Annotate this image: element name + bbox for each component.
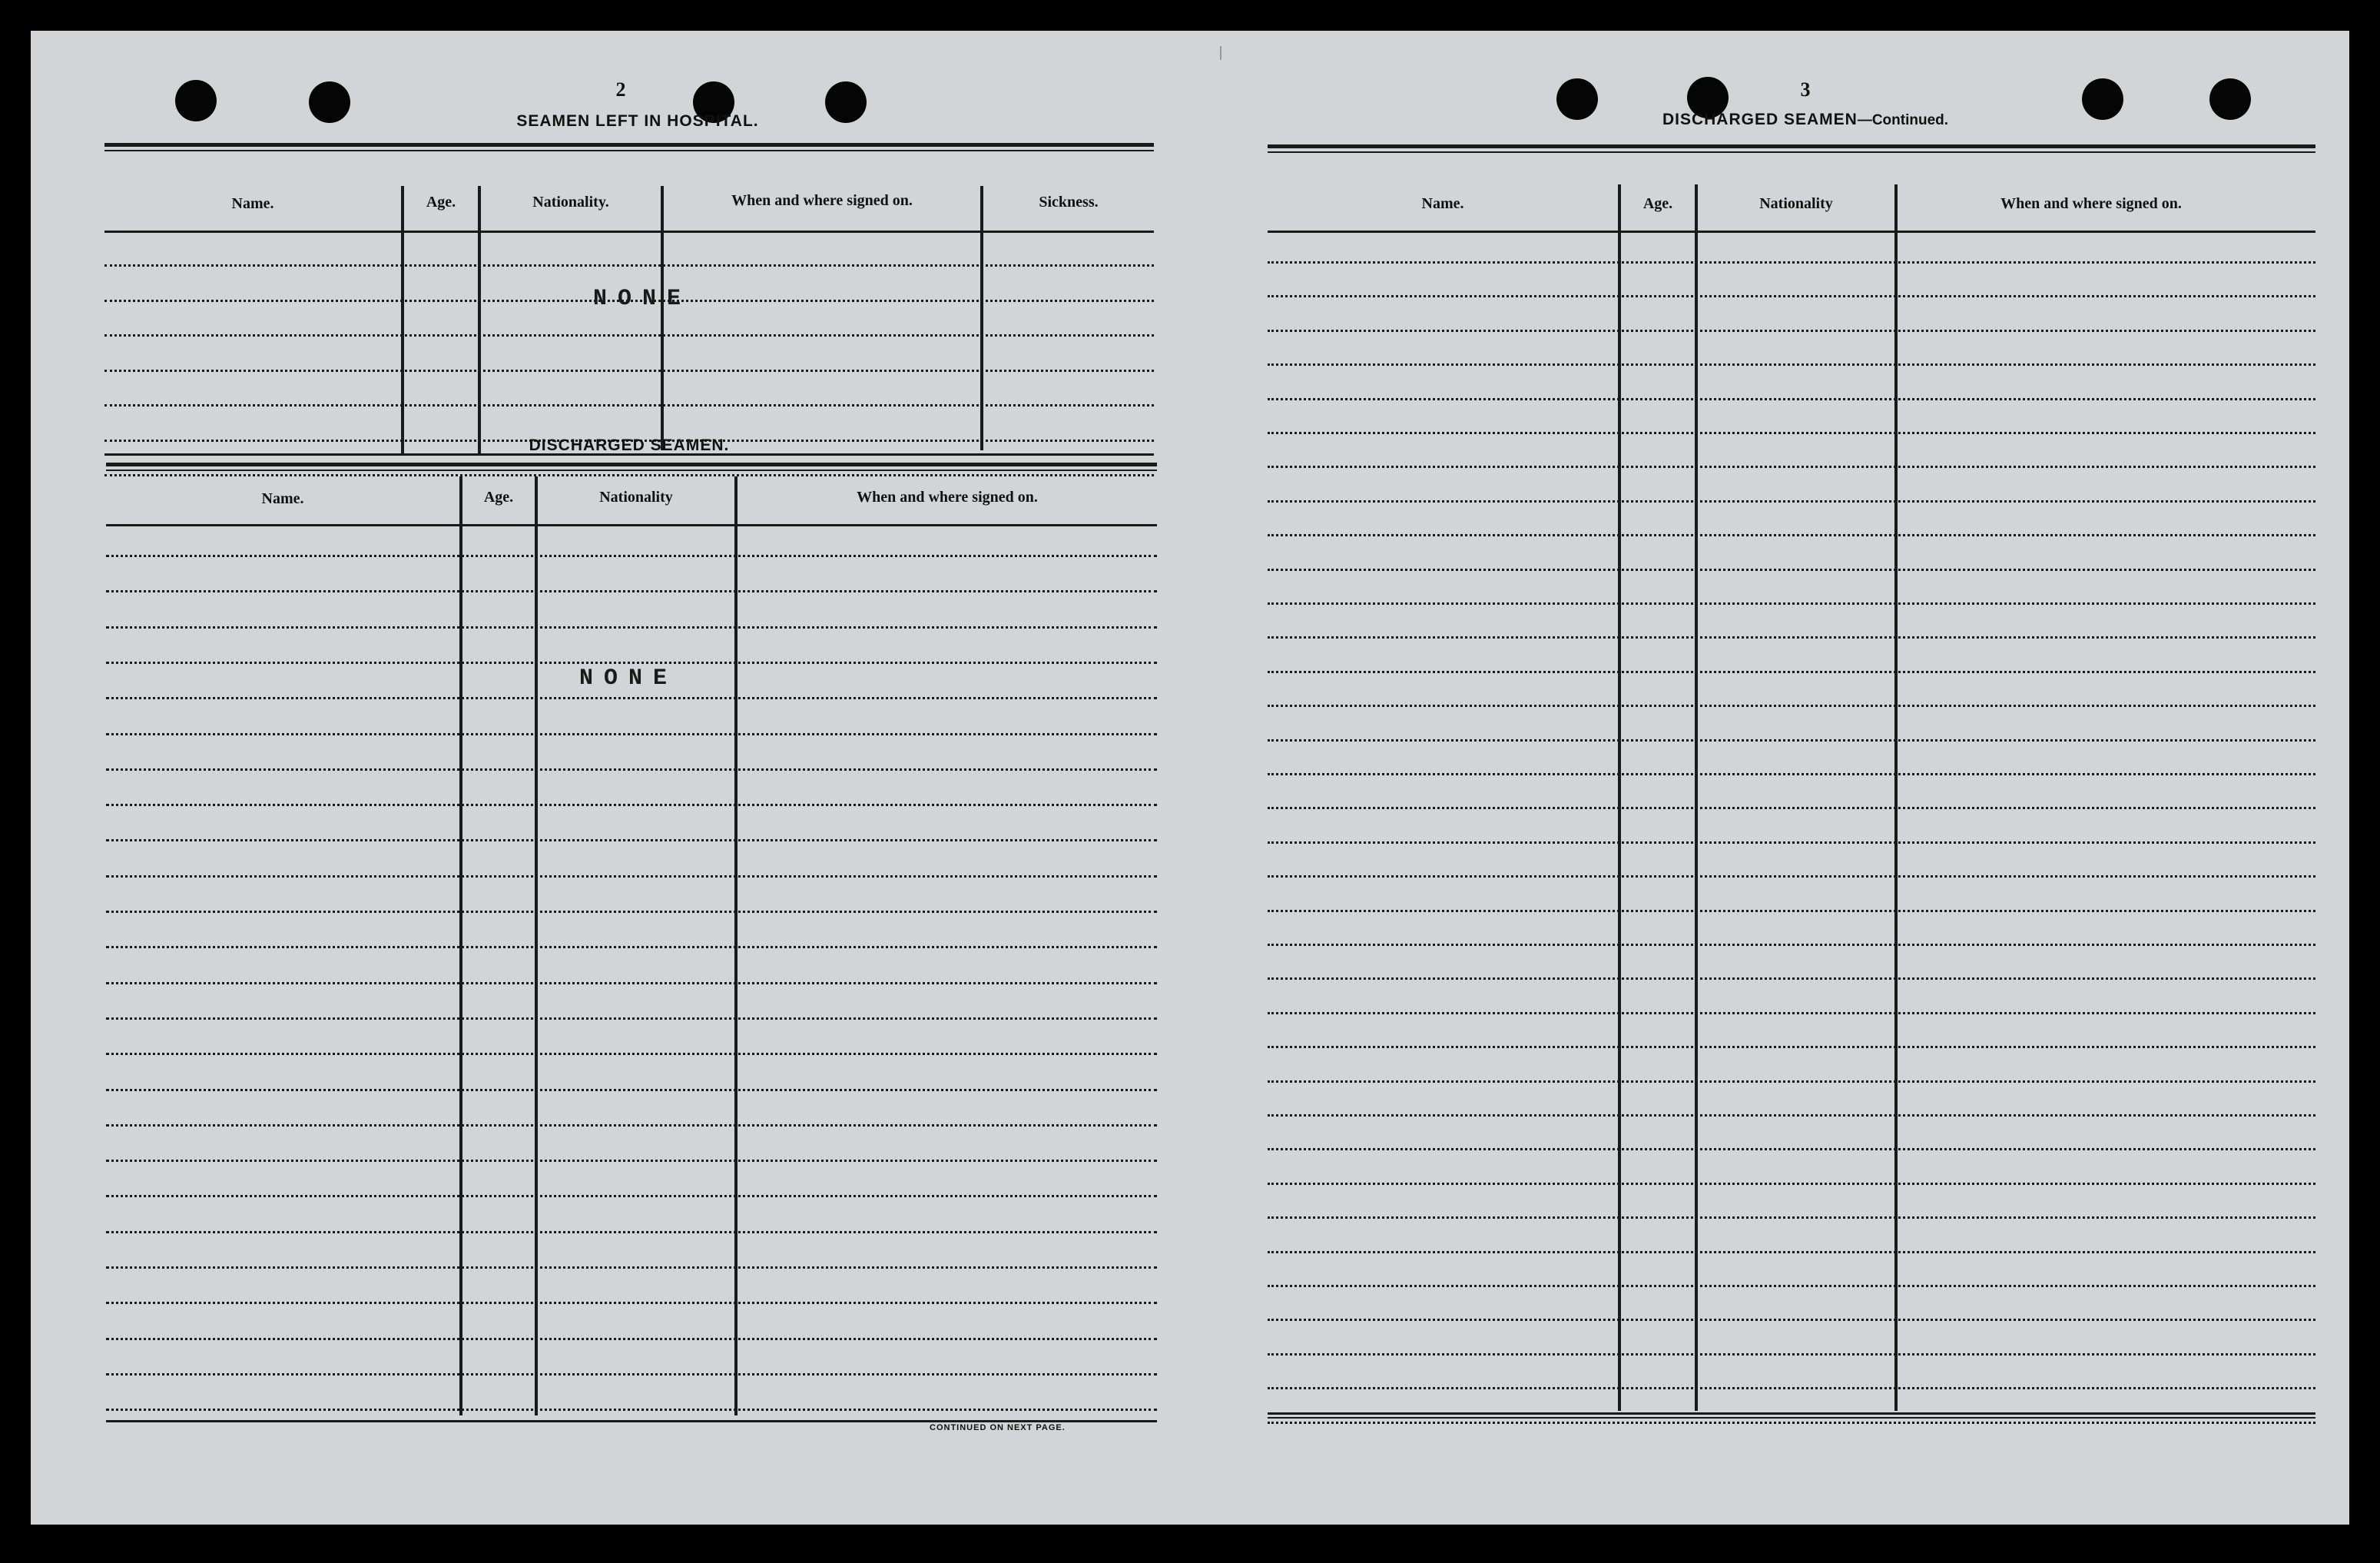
table-row xyxy=(1268,1216,2315,1219)
table-row xyxy=(1268,636,2315,639)
table-row xyxy=(106,1373,1157,1376)
table-row xyxy=(1268,1251,2315,1253)
column-divider xyxy=(980,186,983,450)
table-row xyxy=(1268,1148,2315,1150)
top-rule xyxy=(104,143,1154,147)
nationality-entry: NONE xyxy=(579,665,678,692)
hospital-table xyxy=(104,143,1154,458)
column-header-nationality: Nationality xyxy=(599,489,673,506)
column-header-age: Age. xyxy=(483,489,514,506)
table-row xyxy=(106,697,1157,699)
column-header-age: Age. xyxy=(1642,195,1673,212)
column-header-signed-on: When and where signed on. xyxy=(2000,195,2182,212)
table-row xyxy=(1268,944,2315,946)
table-row xyxy=(106,1017,1157,1020)
header-rule xyxy=(106,524,1157,526)
table-row xyxy=(106,662,1157,664)
column-header-signed-on: When and where signed on. xyxy=(857,489,1038,506)
table-row xyxy=(106,1053,1157,1055)
column-header-nationality: Nationality. xyxy=(532,194,609,211)
discharged-table-title: DISCHARGED SEAMEN. xyxy=(529,436,730,454)
table-row xyxy=(1268,602,2315,605)
ledger-sheet xyxy=(31,31,2349,1525)
top-rule xyxy=(1268,144,2315,148)
continued-note: CONTINUED ON NEXT PAGE. xyxy=(930,1423,1066,1432)
table-row xyxy=(1268,1387,2315,1389)
nationality-entry: NONE xyxy=(593,286,692,312)
table-row xyxy=(1268,807,2315,809)
continued-table-title-main: DISCHARGED SEAMEN xyxy=(1662,111,1858,128)
table-row xyxy=(106,804,1157,806)
table-row xyxy=(106,590,1157,592)
top-rule xyxy=(106,470,1157,471)
column-header-nationality: Nationality xyxy=(1759,195,1833,212)
column-header-name: Name. xyxy=(1421,195,1464,212)
table-row xyxy=(1268,330,2315,332)
bottom-rule xyxy=(106,1420,1157,1422)
table-row xyxy=(106,1195,1157,1197)
table-row xyxy=(1268,1114,2315,1117)
column-divider xyxy=(1695,184,1698,1411)
table-row xyxy=(1268,363,2315,366)
center-fold xyxy=(1220,46,1221,60)
bottom-rule xyxy=(1268,1417,2315,1419)
column-header-name: Name. xyxy=(231,195,274,212)
table-row xyxy=(106,1302,1157,1304)
column-header-age: Age. xyxy=(426,194,456,211)
top-rule xyxy=(106,463,1157,466)
table-row xyxy=(106,1089,1157,1091)
table-row xyxy=(106,1124,1157,1127)
table-row xyxy=(104,334,1154,337)
table-row xyxy=(106,1266,1157,1269)
table-row xyxy=(1268,534,2315,536)
table-row xyxy=(1268,261,2315,264)
page-number: 3 xyxy=(1800,78,1811,101)
continued-table-title-suffix: —Continued. xyxy=(1857,112,1949,128)
table-row xyxy=(1268,1080,2315,1083)
continued-table-title xyxy=(1291,111,2320,129)
top-rule xyxy=(104,150,1154,151)
table-row xyxy=(104,300,1154,302)
column-divider xyxy=(478,186,481,455)
column-divider xyxy=(401,186,404,455)
table-row xyxy=(106,1160,1157,1162)
page-number: 2 xyxy=(615,78,626,101)
table-row xyxy=(104,404,1154,407)
table-row xyxy=(106,982,1157,984)
table-row xyxy=(1268,1183,2315,1185)
table-row xyxy=(106,839,1157,841)
top-rule xyxy=(1268,151,2315,153)
table-row xyxy=(106,1231,1157,1233)
table-row xyxy=(1268,1422,2315,1424)
column-header-signed-on: When and where signed on. xyxy=(731,192,913,209)
discharged-table xyxy=(106,463,1157,1429)
table-row xyxy=(1268,671,2315,673)
table-row xyxy=(104,370,1154,372)
column-header-name: Name. xyxy=(261,490,304,507)
table-row xyxy=(106,911,1157,913)
table-row xyxy=(1268,1319,2315,1321)
table-row xyxy=(1268,466,2315,468)
table-row xyxy=(106,768,1157,771)
header-rule xyxy=(1268,231,2315,233)
bottom-rule xyxy=(1268,1412,2315,1415)
table-row xyxy=(106,875,1157,878)
table-row xyxy=(1268,1012,2315,1014)
table-row xyxy=(1268,977,2315,980)
table-row xyxy=(106,626,1157,629)
table-row xyxy=(1268,295,2315,297)
table-row xyxy=(106,1409,1157,1411)
hospital-table-title: SEAMEN LEFT IN HOSPITAL. xyxy=(516,112,759,130)
continued-table xyxy=(1268,144,2315,1420)
table-row xyxy=(1268,910,2315,912)
table-row xyxy=(1268,398,2315,400)
table-row xyxy=(1268,1353,2315,1356)
column-header-sickness: Sickness. xyxy=(1039,194,1099,211)
table-row xyxy=(1268,875,2315,878)
column-divider xyxy=(661,186,664,450)
table-row xyxy=(1268,1046,2315,1048)
table-row xyxy=(106,946,1157,948)
header-rule xyxy=(104,231,1154,233)
table-row xyxy=(104,264,1154,267)
table-row xyxy=(1268,841,2315,844)
table-row xyxy=(1268,1285,2315,1287)
table-row xyxy=(106,1338,1157,1340)
table-row xyxy=(1268,569,2315,571)
table-row xyxy=(106,555,1157,557)
table-row xyxy=(106,733,1157,735)
table-row xyxy=(1268,705,2315,707)
table-row xyxy=(1268,432,2315,434)
column-divider xyxy=(1618,184,1621,1411)
column-divider xyxy=(1894,184,1898,1411)
table-row xyxy=(1268,500,2315,503)
table-row xyxy=(1268,773,2315,775)
table-row xyxy=(1268,739,2315,742)
